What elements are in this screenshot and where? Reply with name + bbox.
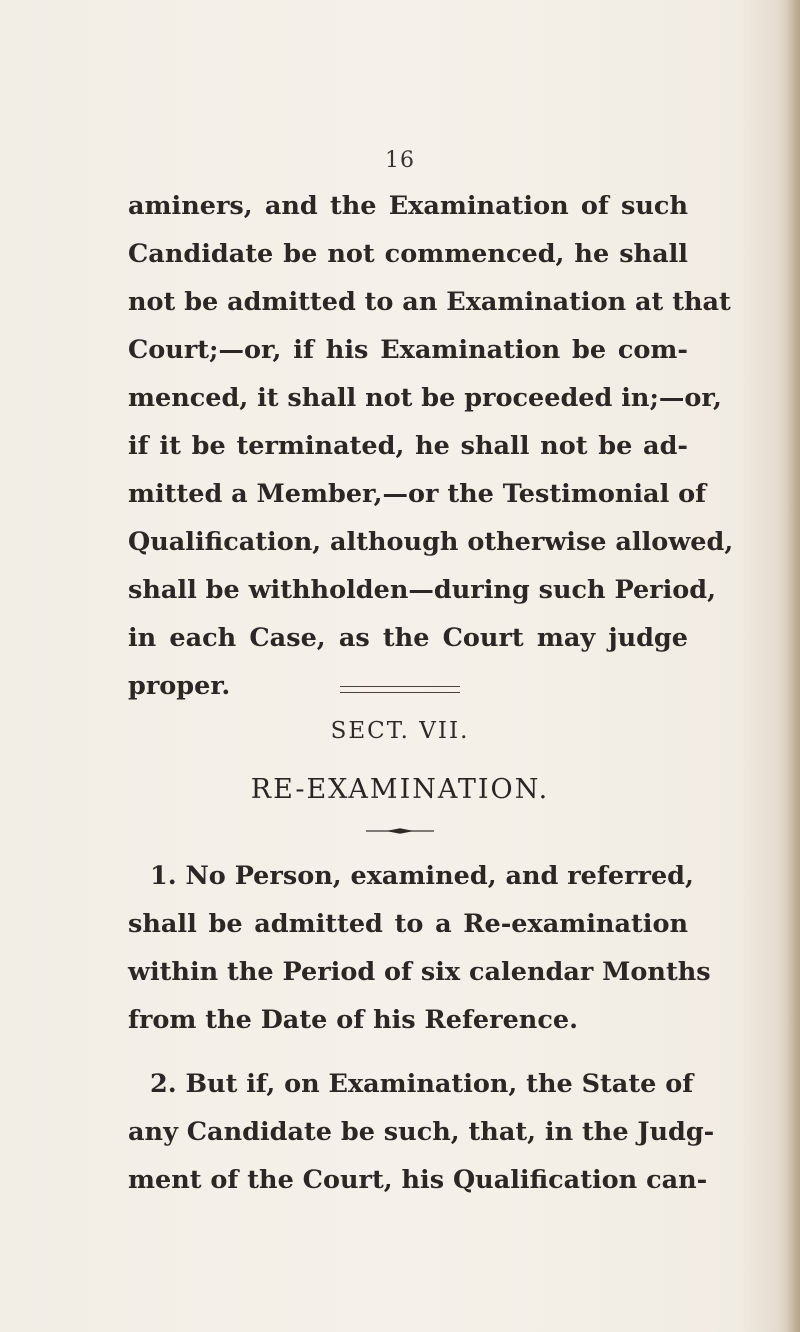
section-heading: RE-EXAMINATION. bbox=[250, 774, 550, 805]
text-line: Court;—or, if his Examination be com- bbox=[128, 335, 688, 365]
text-line: shall be admitted to a Re-examination bbox=[128, 909, 688, 939]
text-line: from the Date of his Reference. bbox=[128, 1005, 578, 1035]
text-line: mitted a Member,—or the Testimonial of bbox=[128, 479, 707, 509]
clause-1 bbox=[128, 852, 711, 1044]
page-number: 16 bbox=[385, 148, 415, 173]
text-line: menced, it shall not be proceeded in;—or, bbox=[128, 383, 722, 413]
text-line: 1. No Person, examined, and referred, bbox=[150, 861, 694, 891]
section-number: SECT. VII. bbox=[330, 718, 470, 744]
text-line: any Candidate be such, that, in the Judg- bbox=[128, 1117, 715, 1147]
section-divider-rule bbox=[340, 686, 460, 693]
ornament-dash-icon bbox=[366, 826, 434, 836]
text-line: aminers, and the Examination of such bbox=[128, 191, 688, 221]
text-line: shall be withholden—during such Period, bbox=[128, 575, 717, 605]
text-line: ment of the Court, his Qualification can- bbox=[128, 1165, 708, 1195]
text-line: 2. But if, on Examination, the State of bbox=[150, 1069, 694, 1099]
text-line: within the Period of six calendar Months bbox=[128, 957, 711, 987]
text-line: not be admitted to an Examination at that bbox=[128, 287, 731, 317]
continued-paragraph bbox=[128, 182, 734, 710]
text-line: proper. bbox=[128, 671, 231, 701]
text-line: Candidate be not commenced, he shall bbox=[128, 239, 688, 269]
page-edge-shadow bbox=[786, 0, 800, 1332]
text-line: in each Case, as the Court may judge bbox=[128, 623, 688, 653]
clause-2 bbox=[128, 1060, 715, 1204]
text-line: Qualification, although otherwise allowed, bbox=[128, 527, 734, 557]
text-line: if it be terminated, he shall not be ad- bbox=[128, 431, 688, 461]
